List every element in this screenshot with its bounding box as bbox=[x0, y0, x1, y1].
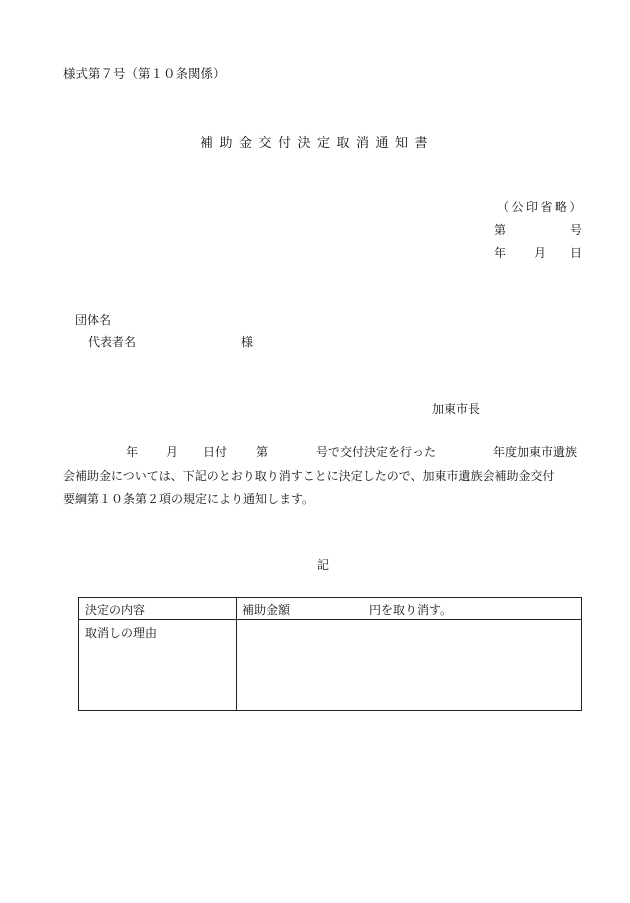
body-year: 年 bbox=[126, 445, 139, 459]
recipient-honorific: 様 bbox=[241, 335, 254, 349]
body-line-1 bbox=[63, 441, 585, 465]
body-month: 月 bbox=[166, 445, 179, 459]
body-dai: 第 bbox=[256, 445, 269, 459]
document-title: 補助金交付決定取消通知書 bbox=[199, 136, 434, 151]
reason-label: 取消しの理由 bbox=[85, 626, 158, 640]
body-paragraph bbox=[63, 441, 585, 512]
date-month: 月 bbox=[534, 246, 547, 260]
form-number: 様式第７号（第１０条関係） bbox=[63, 66, 226, 81]
seal-omitted-note: （公印省略） bbox=[497, 200, 585, 214]
table-divider-horizontal bbox=[79, 619, 581, 620]
date-year: 年 bbox=[494, 246, 507, 260]
body-line-3: 要綱第１０条第２項の規定により通知します。 bbox=[63, 492, 315, 506]
recipient-rep-label: 代表者名 bbox=[88, 335, 137, 349]
table-divider-vertical bbox=[236, 598, 237, 710]
amount-suffix: 円を取り消す。 bbox=[369, 603, 453, 617]
date-day: 日 bbox=[570, 246, 583, 260]
body-day: 日付 bbox=[203, 445, 228, 459]
decision-table bbox=[78, 597, 582, 711]
recipient-org-label: 団体名 bbox=[75, 313, 112, 327]
number-dai: 第 bbox=[494, 223, 507, 237]
number-go: 号 bbox=[570, 223, 583, 237]
body-fiscal: 年度加東市遺族 bbox=[493, 445, 578, 459]
body-go-text: 号で交付決定を行った bbox=[316, 445, 437, 459]
decision-label: 決定の内容 bbox=[85, 603, 146, 617]
amount-label: 補助金額 bbox=[242, 603, 291, 617]
body-line-2: 会補助金については、下記のとおり取り消すことに決定したので、加東市遺族会補助金交付 bbox=[63, 468, 555, 483]
ki-heading: 記 bbox=[317, 558, 330, 572]
issuer-name: 加東市長 bbox=[432, 402, 481, 416]
